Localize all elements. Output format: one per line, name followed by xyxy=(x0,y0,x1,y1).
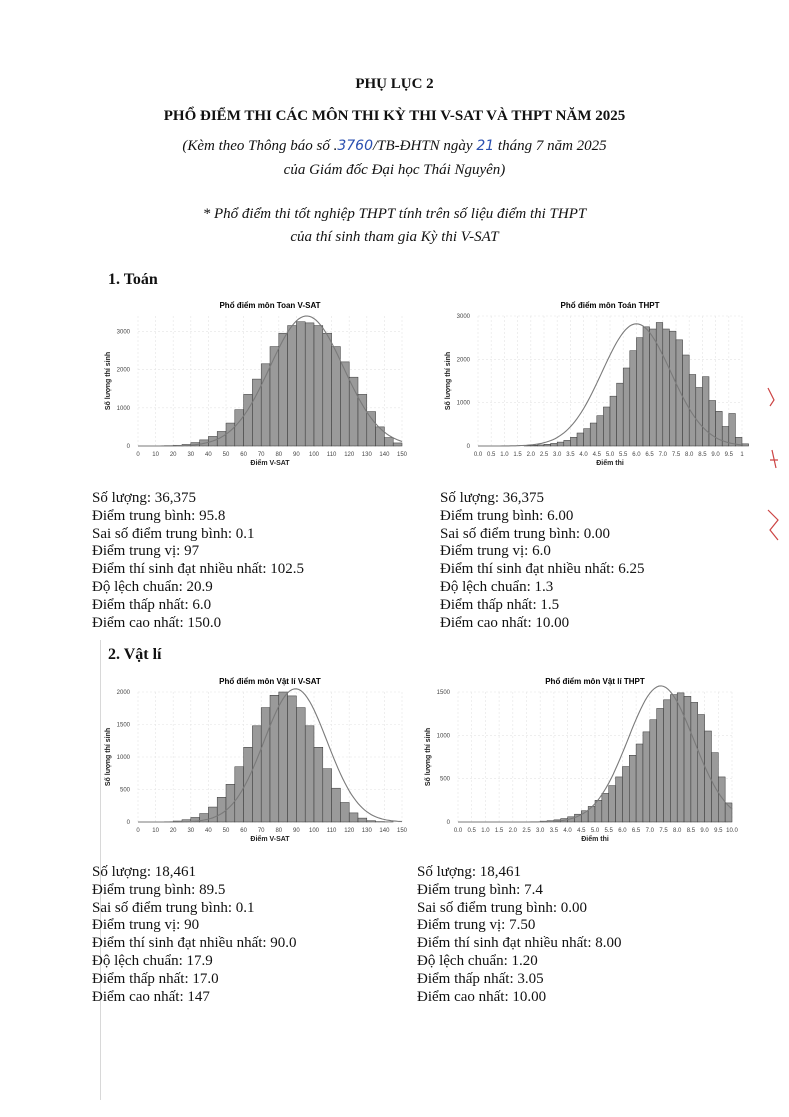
chart-math-thpt xyxy=(440,296,750,476)
chart-physics-thpt-svg xyxy=(420,672,740,852)
x-tick-label: 120 xyxy=(344,828,355,834)
histogram-bar xyxy=(698,715,705,822)
y-tick-label: 500 xyxy=(439,776,450,783)
x-axis-label: Điểm thi xyxy=(581,836,609,843)
histogram-bar xyxy=(208,807,217,822)
y-axis-label: Số lượng thí sinh xyxy=(105,727,112,787)
chart-math-thpt-svg xyxy=(440,296,750,476)
histogram-bar xyxy=(590,423,597,446)
document-number: 3760 xyxy=(337,138,373,154)
stat-line: Điểm trung vị: 6.0 xyxy=(440,543,551,560)
histogram-bar xyxy=(742,444,749,446)
chart-physics-vsat-svg xyxy=(100,672,410,852)
x-tick-label: 9.0 xyxy=(700,828,709,834)
y-tick-label: 2000 xyxy=(456,357,470,364)
stat-line: Độ lệch chuẩn: 17.9 xyxy=(92,952,213,969)
x-tick-label: 130 xyxy=(361,452,372,458)
x-tick-label: 50 xyxy=(222,452,230,458)
y-tick-label: 0 xyxy=(466,444,470,450)
histogram-bar xyxy=(577,433,584,446)
y-tick-label: 0 xyxy=(126,444,130,450)
x-tick-label: 20 xyxy=(169,452,177,458)
stat-line: Điểm thấp nhất: 17.0 xyxy=(92,970,219,987)
note-line-1: * Phổ điểm thi tốt nghiệp THPT tính trên số liệu điểm thi THPT xyxy=(202,206,587,222)
histogram-bar xyxy=(676,340,683,446)
x-tick-label: 7.5 xyxy=(671,452,681,458)
histogram-bar xyxy=(584,429,591,446)
stat-line: Điểm trung bình: 89.5 xyxy=(92,881,226,898)
y-tick-label: 500 xyxy=(119,787,130,794)
histogram-bar xyxy=(718,777,725,822)
x-tick-label: 90 xyxy=(293,452,300,458)
histogram-bar xyxy=(332,347,341,446)
x-tick-label: 8.0 xyxy=(685,452,694,458)
x-tick-label: 7.5 xyxy=(659,828,668,834)
histogram-bar xyxy=(729,414,736,447)
x-tick-label: 2.5 xyxy=(522,828,531,834)
stat-line: Số lượng: 36,375 xyxy=(440,490,544,506)
stat-line: Điểm thấp nhất: 1.5 xyxy=(440,596,560,613)
histogram-bar xyxy=(702,377,709,446)
x-axis-label: Điểm V-SAT xyxy=(250,836,290,843)
histogram-bar xyxy=(643,732,650,822)
x-tick-label: 5.0 xyxy=(590,828,600,834)
y-tick-label: 1000 xyxy=(436,733,450,740)
x-tick-label: 80 xyxy=(275,452,283,458)
x-tick-label: 2.0 xyxy=(508,828,517,834)
x-tick-label: 10.0 xyxy=(726,828,738,834)
chart-title: Phổ điểm môn Vật lí V-SAT xyxy=(219,677,321,686)
subtitle-text-c: tháng 7 năm 2025 xyxy=(494,138,607,154)
y-tick-label: 1000 xyxy=(116,405,130,412)
x-tick-label: 1 xyxy=(740,452,744,458)
y-tick-label: 3000 xyxy=(116,329,130,336)
y-tick-label: 1000 xyxy=(116,755,130,761)
histogram-bar xyxy=(340,803,349,823)
x-tick-label: 9.5 xyxy=(724,452,733,458)
y-tick-label: 2000 xyxy=(116,367,130,374)
x-tick-label: 40 xyxy=(205,828,212,834)
histogram-bar xyxy=(610,396,617,446)
x-tick-label: 3.5 xyxy=(566,452,575,458)
histogram-bar xyxy=(622,767,629,822)
histogram-bar xyxy=(650,329,657,446)
x-tick-label: 80 xyxy=(275,828,283,834)
histogram-bar xyxy=(557,442,564,446)
histogram-bar xyxy=(623,368,630,446)
histogram-bar xyxy=(636,338,643,446)
chart-title: Phổ điểm môn Vật lí THPT xyxy=(545,677,645,686)
x-tick-label: 5.5 xyxy=(619,452,628,458)
section-title-math: 1. Toán xyxy=(108,271,158,288)
histogram-bar xyxy=(570,437,577,446)
x-tick-label: 5.0 xyxy=(605,452,615,458)
subtitle-reference xyxy=(0,138,789,155)
x-tick-label: 3.0 xyxy=(553,452,562,458)
stat-line: Điểm cao nhất: 150.0 xyxy=(92,614,222,631)
y-axis-label: Số lượng thí sinh xyxy=(425,727,432,787)
stat-line: Điểm thí sinh đạt nhiều nhất: 6.25 xyxy=(440,561,645,578)
x-tick-label: 110 xyxy=(326,828,337,834)
histogram-bar xyxy=(564,440,571,446)
stat-line: Số lượng: 18,461 xyxy=(92,864,196,880)
histogram-bar xyxy=(288,696,297,822)
histogram-bar xyxy=(537,445,544,446)
note-line-2: của thí sinh tham gia Kỳ thi V-SAT xyxy=(290,229,499,245)
x-tick-label: 4.5 xyxy=(592,452,601,458)
x-tick-label: 0.5 xyxy=(487,452,496,458)
stat-line: Điểm thí sinh đạt nhiều nhất: 102.5 xyxy=(92,561,305,578)
x-tick-label: 0 xyxy=(136,452,140,458)
histogram-bar xyxy=(288,326,297,446)
chart-physics-thpt xyxy=(420,672,740,852)
histogram-bar xyxy=(358,818,367,822)
histogram-bar xyxy=(722,427,729,447)
x-tick-label: 90 xyxy=(293,828,300,834)
x-tick-label: 130 xyxy=(361,828,372,834)
histogram-bar xyxy=(630,351,637,446)
y-tick-label: 2000 xyxy=(116,690,130,696)
histogram-bar xyxy=(609,786,616,822)
x-tick-label: 0.5 xyxy=(467,828,476,834)
stat-line: Số lượng: 18,461 xyxy=(417,864,521,880)
histogram-bar xyxy=(650,720,657,822)
document-title: PHỔ ĐIỂM THI CÁC MÔN THI KỲ THI V-SAT VÀ THPT NĂM 2025 xyxy=(163,108,626,124)
histogram-bar xyxy=(217,797,226,822)
histogram-bar xyxy=(349,813,358,822)
x-tick-label: 30 xyxy=(187,452,195,458)
x-tick-label: 6.0 xyxy=(632,452,641,458)
histogram-bar xyxy=(367,821,376,822)
histogram-bar xyxy=(531,445,538,446)
histogram-bar xyxy=(643,327,650,446)
x-tick-label: 10 xyxy=(152,452,159,458)
stat-line: Độ lệch chuẩn: 1.20 xyxy=(417,952,538,969)
x-tick-label: 9.0 xyxy=(711,452,720,458)
stat-line: Điểm trung bình: 7.4 xyxy=(417,881,543,898)
x-tick-label: 0.0 xyxy=(473,452,483,458)
stats-math-vsat xyxy=(92,490,304,632)
histogram-bar xyxy=(376,427,385,446)
x-tick-label: 4.0 xyxy=(579,452,588,458)
histogram-bar xyxy=(279,692,288,822)
x-tick-label: 140 xyxy=(379,828,390,834)
x-tick-label: 4.0 xyxy=(563,828,572,834)
x-tick-label: 0.0 xyxy=(453,828,463,834)
histogram-bar xyxy=(367,412,376,446)
stat-line: Sai số điểm trung bình: 0.1 xyxy=(92,899,255,916)
x-tick-label: 100 xyxy=(308,828,320,834)
x-tick-label: 5.5 xyxy=(604,828,613,834)
histogram-bar xyxy=(603,407,610,446)
histogram-bar xyxy=(656,323,663,447)
stats-math-thpt xyxy=(440,490,645,632)
histogram-bar xyxy=(261,708,270,822)
x-tick-label: 30 xyxy=(187,828,195,834)
stat-line: Điểm trung bình: 6.00 xyxy=(440,507,574,524)
histogram-bar xyxy=(252,726,261,822)
chart-title: Phổ điểm môn Toan V-SAT xyxy=(219,301,321,310)
subtitle-text-a: (Kèm theo Thông báo số . xyxy=(182,138,338,154)
stat-line: Điểm thấp nhất: 6.0 xyxy=(92,596,212,613)
stat-line: Điểm cao nhất: 10.00 xyxy=(440,614,570,631)
histogram-bar xyxy=(305,323,314,446)
histogram-bar xyxy=(235,410,244,446)
histogram-bar xyxy=(544,444,551,446)
histogram-bar xyxy=(244,394,253,446)
x-tick-label: 50 xyxy=(222,828,230,834)
histogram-bar xyxy=(340,362,349,446)
histogram-bar xyxy=(314,747,323,822)
x-tick-label: 7.0 xyxy=(658,452,667,458)
histogram-bar xyxy=(670,695,677,822)
x-tick-label: 60 xyxy=(240,452,247,458)
histogram-bar xyxy=(705,731,712,822)
histogram-bar xyxy=(696,388,703,447)
y-axis-label: Số lượng thí sinh xyxy=(105,351,112,411)
chart-math-vsat xyxy=(100,296,410,476)
chart-title: Phổ điểm môn Toán THPT xyxy=(560,301,660,310)
chart-physics-vsat xyxy=(100,672,410,852)
histogram-bar xyxy=(709,401,716,447)
stat-line: Điểm cao nhất: 147 xyxy=(92,988,210,1005)
stat-line: Sai số điểm trung bình: 0.00 xyxy=(440,525,610,542)
histogram-bar xyxy=(616,777,623,822)
stats-physics-thpt xyxy=(417,864,622,1006)
subtitle-text-b: /TB-ĐHTN ngày xyxy=(372,138,477,154)
histogram-bar xyxy=(296,322,305,446)
histogram-bar xyxy=(279,333,288,446)
document-day: 21 xyxy=(476,138,495,154)
x-tick-label: 1.0 xyxy=(481,828,490,834)
stat-line: Độ lệch chuẩn: 1.3 xyxy=(440,578,554,595)
subtitle-issuer: của Giám đốc Đại học Thái Nguyên) xyxy=(283,162,506,178)
histogram-bar xyxy=(226,423,235,446)
y-tick-label: 1500 xyxy=(116,722,130,729)
x-tick-label: 70 xyxy=(257,452,265,458)
x-tick-label: 10 xyxy=(152,828,159,834)
x-tick-label: 140 xyxy=(379,452,390,458)
x-axis-label: Điểm thi xyxy=(596,460,624,467)
x-tick-label: 8.5 xyxy=(698,452,707,458)
x-tick-label: 4.5 xyxy=(577,828,586,834)
x-tick-label: 8.0 xyxy=(673,828,682,834)
x-tick-label: 1.5 xyxy=(494,828,504,834)
histogram-bar xyxy=(296,708,305,822)
histogram-bar xyxy=(551,443,558,446)
x-tick-label: 2.0 xyxy=(526,452,535,458)
histogram-bar xyxy=(358,394,367,446)
histogram-bar xyxy=(636,744,643,822)
histogram-bar xyxy=(595,800,602,822)
stat-line: Sai số điểm trung bình: 0.1 xyxy=(92,525,255,542)
x-tick-label: 1.5 xyxy=(513,452,522,458)
x-tick-label: 9.5 xyxy=(714,828,723,834)
x-tick-label: 150 xyxy=(396,452,408,458)
x-tick-label: 0 xyxy=(136,828,140,834)
x-tick-label: 100 xyxy=(308,452,320,458)
histogram-bar xyxy=(314,326,323,446)
chart-math-vsat-svg xyxy=(100,296,410,476)
histogram-bar xyxy=(323,769,332,822)
x-tick-label: 60 xyxy=(240,828,247,834)
x-tick-label: 2.5 xyxy=(539,452,549,458)
y-tick-label: 1500 xyxy=(436,690,450,696)
stat-line: Điểm cao nhất: 10.00 xyxy=(417,988,547,1005)
y-axis-label: Số lượng thí sinh xyxy=(445,351,452,411)
histogram-bar xyxy=(305,726,314,822)
stat-line: Điểm thấp nhất: 3.05 xyxy=(417,970,544,987)
histogram-bar xyxy=(393,443,402,446)
x-tick-label: 6.5 xyxy=(645,452,654,458)
x-axis-label: Điểm V-SAT xyxy=(250,460,290,467)
x-tick-label: 150 xyxy=(396,828,408,834)
histogram-bar xyxy=(629,755,636,822)
x-tick-label: 7.0 xyxy=(645,828,654,834)
histogram-bar xyxy=(332,788,341,822)
x-tick-label: 110 xyxy=(326,452,337,458)
histogram-bar xyxy=(684,696,691,822)
histogram-bar xyxy=(384,438,393,446)
stat-line: Độ lệch chuẩn: 20.9 xyxy=(92,578,213,595)
x-tick-label: 6.0 xyxy=(618,828,627,834)
histogram-bar xyxy=(664,700,671,822)
appendix-label: PHỤ LỤC 2 xyxy=(355,76,434,92)
x-tick-label: 120 xyxy=(344,452,355,458)
stat-line: Số lượng: 36,375 xyxy=(92,490,196,506)
histogram-bar xyxy=(657,708,664,822)
y-tick-label: 1000 xyxy=(456,400,470,407)
stat-line: Điểm trung vị: 97 xyxy=(92,543,200,560)
histogram-bar xyxy=(270,347,279,446)
histogram-bar xyxy=(677,693,684,822)
stat-line: Điểm thí sinh đạt nhiều nhất: 90.0 xyxy=(92,935,297,952)
histogram-bar xyxy=(663,329,670,446)
stat-line: Điểm trung vị: 7.50 xyxy=(417,917,536,934)
x-tick-label: 70 xyxy=(257,828,265,834)
x-tick-label: 40 xyxy=(205,452,212,458)
x-tick-label: 3.5 xyxy=(549,828,559,834)
stat-line: Điểm thí sinh đạt nhiều nhất: 8.00 xyxy=(417,935,622,952)
section-title-physics: 2. Vật lí xyxy=(108,646,162,663)
stats-physics-vsat xyxy=(92,864,297,1006)
histogram-bar xyxy=(597,416,604,446)
x-tick-label: 3.0 xyxy=(536,828,545,834)
x-tick-label: 8.5 xyxy=(686,828,696,834)
x-tick-label: 6.5 xyxy=(631,828,641,834)
histogram-bar xyxy=(691,702,698,822)
stat-line: Điểm trung vị: 90 xyxy=(92,917,200,934)
stat-line: Sai số điểm trung bình: 0.00 xyxy=(417,899,587,916)
y-tick-label: 0 xyxy=(126,820,130,826)
histogram-bar xyxy=(323,333,332,446)
histogram-bar xyxy=(617,383,624,446)
histogram-bar xyxy=(683,355,690,446)
histogram-bar xyxy=(669,331,676,446)
y-tick-label: 3000 xyxy=(456,314,470,320)
histogram-bar xyxy=(602,793,609,822)
y-tick-label: 0 xyxy=(446,820,450,826)
stat-line: Điểm trung bình: 95.8 xyxy=(92,507,226,524)
x-tick-label: 1.0 xyxy=(500,452,509,458)
x-tick-label: 20 xyxy=(169,828,177,834)
histogram-bar xyxy=(716,411,723,446)
scan-margin-marks xyxy=(760,380,784,560)
